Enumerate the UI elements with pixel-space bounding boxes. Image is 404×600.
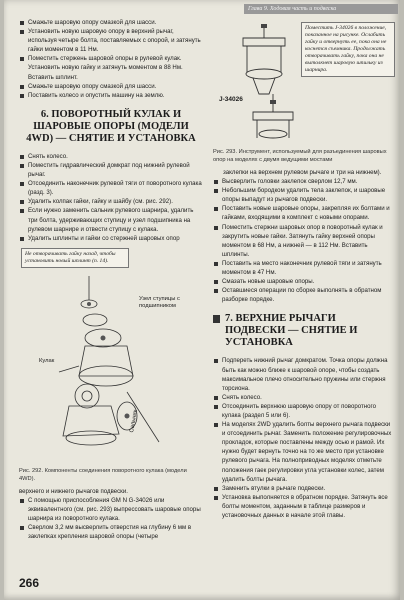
tool-label: J-34026 bbox=[219, 96, 243, 103]
list-item: С помощью приспособления GM N G-34026 или эквивалентного (см. рис. 293) выпрессовать шаровые опоры шарнира из поворотного кулака. bbox=[19, 496, 203, 523]
list-item: Небольшим бородком удалить тела заклепок, и шаровые опоры выпадут из рычагов подвески. bbox=[213, 186, 395, 204]
list-item: Смажьте шаровую опору смазкой для шасси. bbox=[19, 18, 203, 27]
knuckle-exploded-drawing bbox=[19, 246, 201, 464]
list-item: Удалить шплинты и гайки со стержней шаровых опор bbox=[19, 234, 203, 243]
list-item: Удалить колпак гайки, гайку и шайбу (см. рис. 292). bbox=[19, 197, 203, 206]
list-item: Поместить стержни шаровых опор в поворотный кулак и закрутить новые гайки. Затянуть гайку верхней опоры моментом в 68 Нм, а нижней — в 112 Нм. Вставить шплинты. bbox=[213, 223, 395, 259]
figure-292-caption: Рис. 292. Компоненты соединения поворотного кулака (модели 4WD). bbox=[19, 467, 187, 482]
list-item: Поместить стержень шаровой опоры в рулевой кулак. Установить новую гайку и затянуть моментом в 88 Нм. Вставить шплинт. bbox=[19, 54, 203, 81]
list-item: На моделях 2WD удалить болты верхнего рычага подвески и отсоединить рычаг. Заменить положение регулировочных прокладок, которые поставлены между осью и рамой. Их нужно будет вернуть точно на то же место при установке рулевого рычага. На полноприводных моделях отметьте положения гаек регулировки угла установки колес, затем удалить болты рычага. bbox=[213, 420, 395, 484]
knuckle-label: Кулак bbox=[39, 357, 55, 364]
list-item: Поставить колесо и опустить машину на землю. bbox=[19, 91, 203, 100]
paragraph: верхнего и нижнего рычагов подвески. bbox=[19, 487, 128, 495]
right-column bbox=[213, 18, 395, 520]
list-item: Смазать новые шаровые опоры. bbox=[213, 277, 395, 286]
list-item: Отсоединить наконечник рулевой тяги от поворотного кулака (разд. 3). bbox=[19, 179, 203, 197]
list-item: Отсоединить верхнюю шаровую опору от поворотного кулака (раздел 5 или 6). bbox=[213, 402, 395, 420]
figure-293-caption: Рис. 293. Инструмент, используемый для разъединения шаровых опор на моделях с двумя ведущими мостами bbox=[213, 149, 387, 163]
list-item: Подпереть нижний рычаг домкратом. Точка опоры должна быть как можно ближе к шаровой опоре, чтобы создать максимальное плечо относительно пружины или стержня торсиона. bbox=[213, 356, 395, 392]
figure-293-callout: Поместить J-34026 в положение, показанное на рисунке. Ослабить гайку и отвернуть ее, пока она не коснется съемника. Продолжать отворачивать гайку, пока она не вытолкнет шаровую шпильку из шарнира. bbox=[301, 22, 395, 77]
list-item: Если нужно заменить сальник рулевого шарнира, удалить три болта, удерживающих ступицу и узел подшипника на рулевом шарнире и отвести ступицу с кулака. bbox=[19, 206, 203, 233]
section-7-title: 7. ВЕРХНИЕ РЫЧАГИ ПОДВЕСКИ — СНЯТИЕ И УСТАНОВКА bbox=[225, 313, 358, 349]
figure-293 bbox=[213, 20, 395, 145]
list-item: Оставшиеся операции по сборке выполнять в обратном разборке порядке. bbox=[213, 286, 395, 304]
list-item: Снять колесо. bbox=[213, 393, 395, 402]
top-bullet-list bbox=[19, 18, 203, 100]
hub-label: Узел ступицы с подшипником bbox=[139, 295, 180, 309]
right-bullet-list-a bbox=[213, 177, 395, 304]
list-item: Заменить втулки в рычаге подвески. bbox=[213, 484, 395, 493]
page-number: 266 bbox=[19, 576, 40, 590]
figure-292 bbox=[19, 246, 201, 464]
running-header: Глава 9. Ходовая часть и подвеска bbox=[244, 4, 398, 14]
list-item: Установить новую шаровую опору в верхний рычаг, используя четыре болта, поставляемых с опорой, и затянуть гайки моментом в 11 Нм. bbox=[19, 27, 203, 54]
paragraph: заклепки на верхнем рулевом рычаге и три на нижнем). bbox=[223, 169, 382, 176]
list-item: Поставить на место наконечник рулевой тяги и затянуть моментом в 47 Нм. bbox=[213, 259, 395, 277]
book-page bbox=[4, 0, 400, 600]
section-7-heading bbox=[213, 313, 395, 349]
section-6-bullet-list bbox=[19, 152, 203, 243]
bottom-bullet-list bbox=[19, 496, 203, 541]
left-column bbox=[19, 18, 203, 541]
section-marker bbox=[213, 315, 220, 323]
section-6-heading: 6. ПОВОРОТНЫЙ КУЛАК И ШАРОВЫЕ ОПОРЫ (МОДЕЛИ 4WD) — СНЯТИЕ И УСТАНОВКА bbox=[26, 108, 196, 144]
seal-label: Сальник bbox=[129, 409, 139, 433]
right-bullet-list-b bbox=[213, 356, 395, 520]
list-item: Сверлом 3,2 мм высверлить отверстия на глубину 6 мм в заклепках крепления шаровой опоры (четыре bbox=[19, 523, 203, 541]
list-item: Снять колесо. bbox=[19, 152, 203, 161]
list-item: Поставить новые шаровые опоры, закрепляя их болтами и гайками, входящими в комплект с новыми опорами. bbox=[213, 204, 395, 222]
list-item: Установка выполняется в обратном порядке. Затянуть все болты моментом, заданным в таблице размеров и установочных данных в начале этой главы. bbox=[213, 493, 395, 520]
figure-292-callout: Не отворачивать гайку назад, чтобы установить новый шплинт (п. 14). bbox=[21, 248, 129, 268]
list-item: Смажьте шаровую опору смазкой для шасси. bbox=[19, 82, 203, 91]
list-item: Высверлить головки заклепок сверлом 12,7 мм. bbox=[213, 177, 395, 186]
list-item: Поместить гидравлический домкрат под нижний рулевой рычаг. bbox=[19, 161, 203, 179]
